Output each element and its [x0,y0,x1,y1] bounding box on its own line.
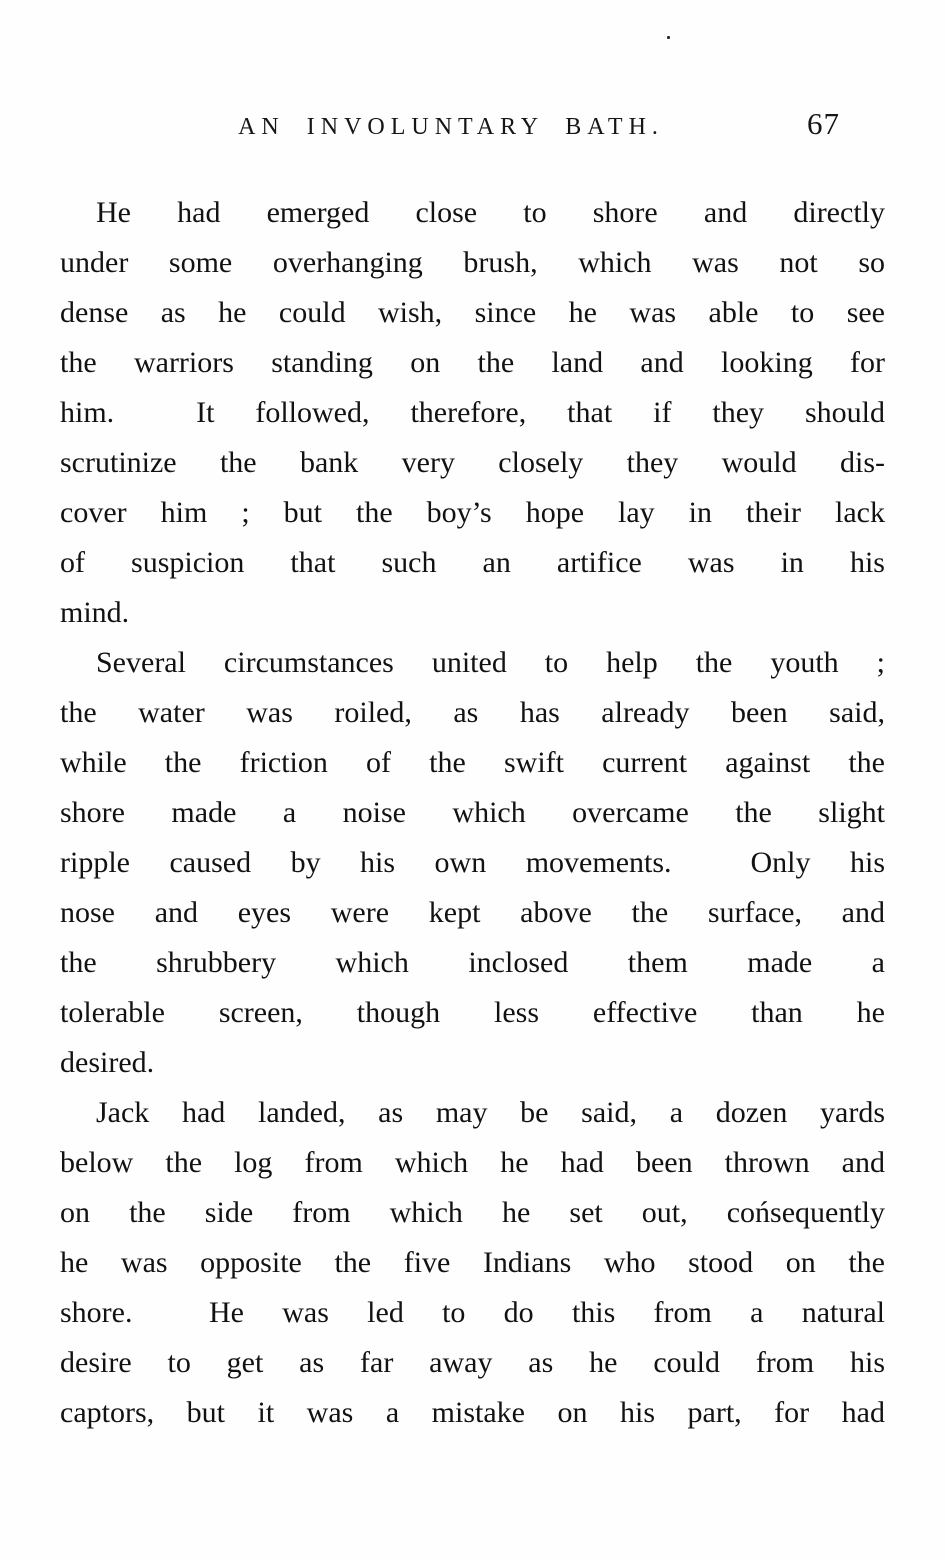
text-line: under some overhanging brush, which was not so [60,246,885,279]
paragraph-2 [60,638,885,1088]
text-line: ripple caused by his own movements. Only his [60,846,885,879]
running-head [57,106,885,150]
text-line: the warriors standing on the land and looking for [60,346,885,379]
text-line: scrutinize the bank very closely they would dis- [60,446,885,479]
page-number: 67 [807,106,840,141]
text-line: shore. He was led to do this from a natural [60,1296,885,1329]
text-line: on the side from which he set out, cońsequently [60,1196,885,1229]
text-line: shore made a noise which overcame the slight [60,796,885,829]
scan-speck [667,36,670,39]
text-line: mind. [60,596,130,629]
text-line: Several circumstances united to help the youth ; [96,646,885,679]
text-line: captors, but it was a mistake on his part, for had [60,1396,885,1429]
text-line: tolerable screen, though less effective than he [60,996,885,1029]
text-line: He had emerged close to shore and directly [96,196,885,229]
page-body [60,188,885,1438]
text-line: the water was roiled, as has already been said, [60,696,885,729]
chapter-running-title: AN INVOLUNTARY BATH. [238,114,664,140]
text-line: while the friction of the swift current against the [60,746,885,779]
text-line: desire to get as far away as he could from his [60,1346,885,1379]
paragraph-3 [60,1088,885,1438]
text-line: desired. [60,1046,155,1079]
text-line: cover him ; but the boy’s hope lay in their lack [60,496,885,529]
text-line: the shrubbery which inclosed them made a [60,946,885,979]
paragraph-1 [60,188,885,638]
text-line: him. It followed, therefore, that if they should [60,396,885,429]
text-line: he was opposite the five Indians who stood on the [60,1246,885,1279]
text-line: Jack had landed, as may be said, a dozen yards [96,1096,885,1129]
text-line: below the log from which he had been thrown and [60,1146,885,1179]
text-line: dense as he could wish, since he was able to see [60,296,885,329]
text-line: of suspicion that such an artifice was in his [60,546,885,579]
text-line: nose and eyes were kept above the surface, and [60,896,885,929]
